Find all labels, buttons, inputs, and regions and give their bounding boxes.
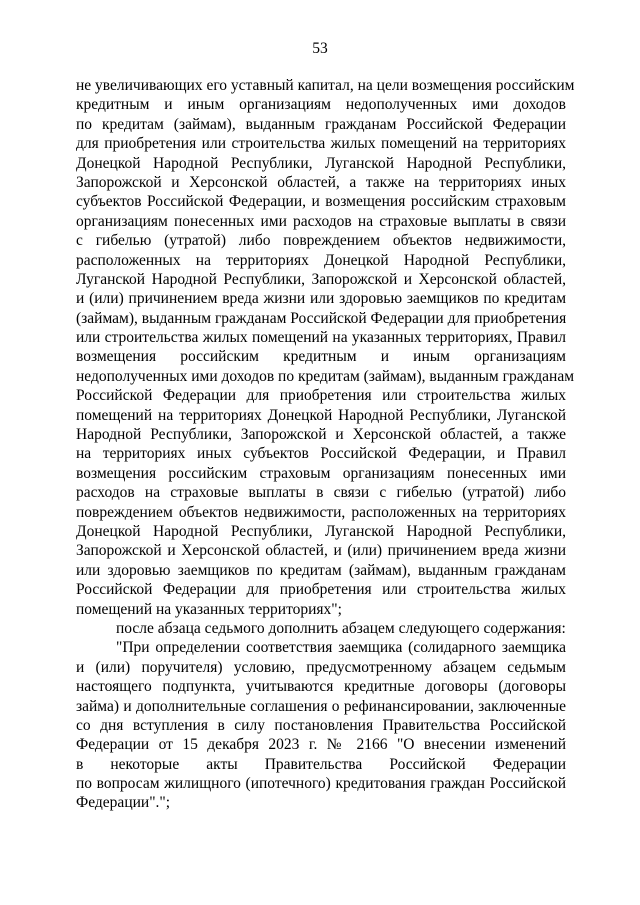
paragraph <box>76 638 566 813</box>
text-line: возмещения российским кредитным и иным организациям <box>76 348 566 366</box>
text-line: недополученных ими доходов по кредитам (займам), выданным гражданам <box>76 367 575 385</box>
page-number: 53 <box>312 40 328 57</box>
text-line: на территориях иных субъектов Российской Федерации, и Правил <box>76 445 566 463</box>
text-line: по кредитам (займам), выданным гражданам Российской Федерации <box>76 115 566 133</box>
text-line: Запорожской и Херсонской областей, и (или) причинением вреда жизни <box>76 542 566 560</box>
text-line: помещений на территориях Донецкой Народной Республики, Луганской <box>76 406 566 424</box>
text-line: "При определении соответствия заемщика (солидарного заемщика <box>116 639 566 657</box>
text-line: и (или) причинением вреда жизни или здоровью заемщиков по кредитам <box>76 290 566 308</box>
text-line: Донецкой Народной Республики, Луганской Народной Республики, <box>76 522 566 540</box>
text-line: кредитным и иным организациям недополученных ими доходов <box>76 96 566 114</box>
text-line: расходов на страховые выплаты в связи с гибелью (утратой) либо <box>76 484 566 502</box>
text-line: расположенных на территориях Донецкой Народной Республики, <box>76 251 566 269</box>
text-line: или строительства жилых помещений на указанных территориях, Правил <box>76 329 566 347</box>
text-line: возмещения российским страховым организациям понесенных ими <box>76 464 566 482</box>
text-line: для приобретения или строительства жилых помещений на территориях <box>76 135 566 153</box>
text-line: Луганской Народной Республики, Запорожской и Херсонской областей, <box>76 270 566 288</box>
text-line: Донецкой Народной Республики, Луганской Народной Республики, <box>76 154 566 172</box>
text-line: Федерации"."; <box>76 794 171 812</box>
text-line: повреждением объектов недвижимости, расположенных на территориях <box>76 503 566 521</box>
document-body <box>76 76 575 813</box>
paragraph <box>76 619 566 638</box>
text-line: по вопросам жилищного (ипотечного) кредитования граждан Российской <box>76 775 566 793</box>
text-line: Федерации от 15 декабря 2023 г. № 2166 "О внесении изменений <box>76 736 566 754</box>
text-line: субъектов Российской Федерации, и возмещения российским страховым <box>76 193 566 211</box>
text-line: Российской Федерации для приобретения или строительства жилых <box>76 387 566 405</box>
text-line: организациям понесенных ими расходов на страховые выплаты в связи <box>76 212 566 230</box>
text-line: в некоторые акты Правительства Российской Федерации <box>76 755 566 773</box>
text-line: и (или) поручителя) условию, предусмотренному абзацем седьмым <box>76 658 566 676</box>
text-line: после абзаца седьмого дополнить абзацем следующего содержания: <box>116 619 566 637</box>
text-line: или здоровью заемщиков по кредитам (займам), выданным гражданам <box>76 561 566 579</box>
text-line: со дня вступления в силу постановления Правительства Российской <box>76 716 566 734</box>
text-line: настоящего подпункта, учитываются кредитные договоры (договоры <box>76 678 566 696</box>
text-line: займа) и дополнительные соглашения о рефинансировании, заключенные <box>76 697 566 715</box>
text-line: Российской Федерации для приобретения или строительства жилых <box>76 581 566 599</box>
text-line: помещений на указанных территориях"; <box>76 600 342 618</box>
paragraph <box>76 76 575 619</box>
text-line: не увеличивающих его уставный капитал, на цели возмещения российским <box>76 77 575 94</box>
text-line: с гибелью (утратой) либо повреждением объектов недвижимости, <box>76 232 566 250</box>
text-line: Народной Республики, Запорожской и Херсонской областей, а также <box>76 426 566 444</box>
text-line: (займам), выданным гражданам Российской Федерации для приобретения <box>76 309 567 327</box>
text-line: Запорожской и Херсонской областей, а также на территориях иных <box>76 173 566 191</box>
